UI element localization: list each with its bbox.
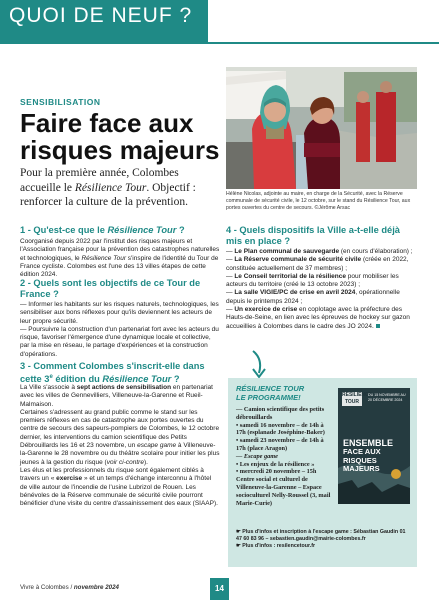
photo-caption: Hélène Nicolas, adjointe au maire, en charge de la Sécurité, avec la Réserve communale de sécurité civile, le 12 octobre, sur le stand du Résilience Tour, aux portes ouvertes du centre de secours. ©Jérôme Arsac (226, 191, 411, 211)
pointer-icon: ☛ (236, 529, 243, 535)
q4-item: — Le Plan communal de sauvegarde (en cours d'élaboration) ; (226, 248, 413, 255)
program-item: — Escape game (236, 452, 278, 460)
footer-publication: Vivre à Colombes / novembre 2024 (20, 584, 119, 591)
q3-paragraph: Certaines s'adressent au grand public comme le stand sur les premiers réflexes en cas de catastrophe aux portes ouvertes du centre de secours des sapeurs-pompiers de Colombes, le 12 octobre dernier, les interventions du camion scientifique des Petits Débrouillards les 16 et 23 novembre, un escape game à Villeneuve-la-Garenne le 28 novembre ou du théâtre scolaire pour initier les plus jeunes à la gestion du risque (voir ci-contre). (20, 408, 220, 466)
page-number: 14 (210, 578, 229, 600)
q1-title: 1 - Qu'est-ce que le Résilience Tour ? (20, 225, 185, 235)
q4-body (226, 248, 418, 331)
q2-paragraph: — Poursuivre la construction d'un partenariat fort avec les acteurs du risque, favoriser l'émergence d'une dynamique locale et collective, par la mise en réseau, le partage d'expériences et la construction d'opérations. (20, 325, 219, 358)
program-contact: Plus d'infos et inscription à l'escape game : Sébastian Gaudin 01 47 60 83 96 – sebastien.gaudin@mairie-colombes.fr (236, 529, 406, 542)
q4-item: — Le Conseil territorial de la résilience pour mobiliser les acteurs du territoire (créé le 13 octobre 2023) ; (226, 272, 399, 289)
curved-arrow-icon (247, 349, 269, 379)
q3-body (20, 384, 220, 508)
section-header (0, 0, 439, 50)
program-info (236, 529, 411, 550)
program-title: RÉSILIENCE TOUR LE PROGRAMME! (236, 384, 305, 402)
section-title: QUOI DE NEUF ? (9, 4, 193, 27)
article-lead: Pour la première année, Colombes accueille le Résilience Tour. Objectif : renforcer la culture de la prévention. (20, 167, 196, 208)
q4-item: — La salle VIGIE/PC de crise en avril 2024, opérationnelle depuis le printemps 2024 ; (226, 289, 400, 305)
article-headline: Faire face aux risques majeurs (20, 108, 220, 165)
section-header-rule (0, 42, 439, 44)
program-item: • samedi 16 novembre – de 14h à 17h (esplanade Joséphine-Baker) (236, 421, 325, 437)
article-kicker: SENSIBILISATION (20, 97, 101, 107)
program-item: • mercredi 20 novembre – 15h (236, 468, 317, 476)
poster-subhead: FACE AUX RISQUES MAJEURS (343, 447, 381, 473)
q4-title: 4 - Quels dispositifs la Ville a-t-elle déjà mis en place ? (226, 225, 400, 246)
poster-headline: ENSEMBLE (343, 438, 394, 448)
q4-item: — Un exercice de crise en coplotage avec la préfecture des Hauts-de-Seine, en lien avec les épreuves de hockey sur gazon accueillies à Colombes dans le cadre des JO 2024. (226, 306, 410, 330)
program-item: — Camion scientifique des petits débrouillards (236, 406, 325, 421)
q3-paragraph: Les élus et les professionnels du risque sont également ciblés à travers un « exercise » et un temps d'échange interconnu à l'hôtel de ville autour de l'incendie de l'usine Lubrizol de Rouen. Les bénévoles de la Réserve communale de sécurité civile pourront bénéficier d'une visite du centre d'assainissement des eaux (SIAAP). (20, 466, 218, 508)
q4-item: — La Réserve communale de sécurité civile (créée en 2022, constituée actuellement de 37 membres) ; (226, 256, 409, 272)
program-item: • Les enjeux de la résilience » (236, 460, 315, 468)
q2-body (20, 301, 220, 359)
resilience-tour-poster (338, 388, 410, 504)
q3-paragraph: La Ville s'associe à sept actions de sensibilisation en partenariat avec les villes de Gennevilliers, Villeneuve-la-Garenne et Rueil-Malmaison. (20, 384, 213, 408)
poster-logo: RÉSILIENCE TOUR (342, 392, 373, 405)
q3-title: 3 - Comment Colombes s'inscrit-elle dans cette 3e édition du Résilience Tour ? (20, 361, 205, 385)
q2-paragraph: — Informer les habitants sur les risques naturels, technologiques, les sensibiliser aux bons réflexes pour qu'ils deviennent les acteurs de leur propre sécurité. (20, 301, 219, 325)
program-list (236, 406, 334, 507)
program-website: Plus d'infos : resilencetour.fr (242, 543, 316, 549)
poster-dates: DU 15 NOVEMBRE AU 20 DÉCEMBRE 2024 (368, 393, 406, 402)
program-item: • samedi 23 novembre – de 14h à 17h (place Aragon) (236, 437, 324, 452)
q1-body: Coorganisé depuis 2022 par l'institut des risques majeurs et l'Association française pour la prévention des catastrophes naturelles et technologiques, le Résilience Tour s'inspire de l'identité du Tour de France cycliste. Colombes est l'une des 13 villes étapes de cette édition 2024. (20, 238, 220, 279)
q2-title: 2 - Quels sont les objectifs de ce Tour de France ? (20, 278, 201, 299)
pointer-icon: ☛ (236, 543, 243, 549)
program-item: Centre social et culturel de Villeneuve-la-Garenne – Espace socioculturel Nelly-Roussel (3, mail Marie-Curie) (236, 476, 331, 507)
article-photo (226, 67, 417, 189)
